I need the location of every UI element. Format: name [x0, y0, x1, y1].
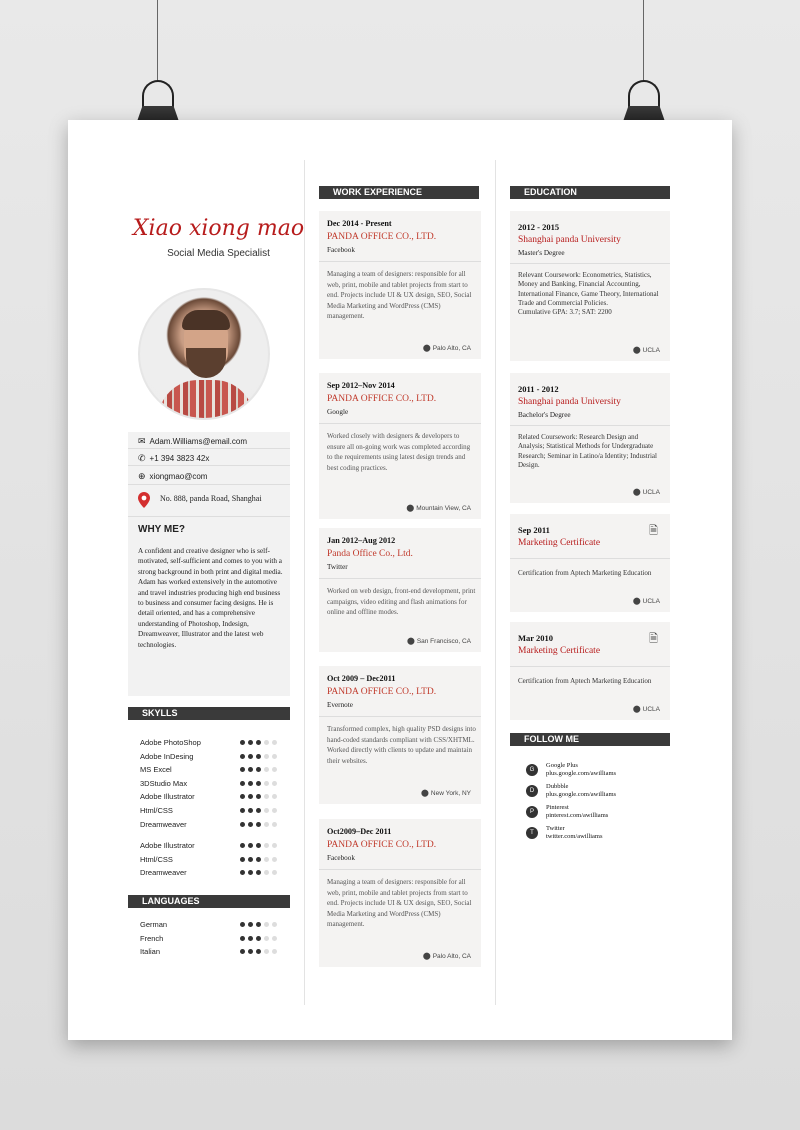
skill-dot [256, 822, 261, 827]
work-divider [319, 578, 481, 579]
skill-dot [240, 767, 245, 772]
skill-dot [240, 781, 245, 786]
skill-dot [272, 949, 277, 954]
map-pin-icon: ⬤ [632, 598, 641, 605]
education-location [633, 346, 660, 354]
education-school: Shanghai panda University [518, 397, 621, 407]
dubbble-icon: D [526, 785, 538, 797]
work-company: PANDA OFFICE CO., LTD. [327, 394, 437, 404]
work-date: Oct 2009 – Dec2011 [327, 674, 396, 683]
education-description: Certification from Aptech Marketing Education [518, 677, 652, 685]
certificate-icon: 🗎 [649, 633, 658, 645]
resume-page [68, 120, 732, 1040]
skill-dot [264, 857, 269, 862]
education-date: Sep 2011 [518, 525, 550, 535]
follow-name: Dubbble [546, 783, 569, 790]
work-card [319, 666, 481, 804]
education-degree: Bachelor's Degree [518, 411, 571, 419]
contact-web[interactable]: ⊕ xiongmao@com [138, 471, 208, 481]
education-description: Certification from Aptech Marketing Education [518, 569, 652, 577]
skill-dot [272, 870, 277, 875]
skill-dot [272, 922, 277, 927]
work-company: PANDA OFFICE CO., LTD. [327, 840, 437, 850]
skill-dot [248, 740, 253, 745]
skill-level-dots [240, 781, 277, 786]
skill-dot [240, 794, 245, 799]
skill-dot [272, 843, 277, 848]
language-name: French [140, 933, 164, 943]
work-client: Google [327, 408, 349, 416]
skill-level-dots [240, 857, 277, 862]
skill-dot [248, 794, 253, 799]
skill-level-dots [240, 936, 277, 941]
skill-name: Html/CSS [140, 854, 173, 864]
work-company: Panda Office Co., Ltd. [327, 549, 413, 559]
skill-dot [256, 857, 261, 862]
skill-dot [248, 843, 253, 848]
work-location [421, 789, 471, 797]
google-plus-icon: G [526, 764, 538, 776]
contact-panel [128, 432, 290, 696]
twitter-icon: T [526, 827, 538, 839]
skill-dot [272, 754, 277, 759]
work-client: Evernote [327, 701, 353, 709]
skill-dot [264, 822, 269, 827]
skill-dot [248, 754, 253, 759]
skill-dot [272, 794, 277, 799]
skill-dot [256, 767, 261, 772]
education-location [633, 705, 660, 713]
follow-item-dubbble[interactable] [526, 783, 616, 799]
skill-name: Dreamweaver [140, 868, 187, 878]
work-date: Dec 2014 - Present [327, 219, 392, 228]
map-pin-icon: ⬤ [421, 790, 429, 797]
map-pin-icon: ⬤ [422, 345, 431, 352]
education-school: Shanghai panda University [518, 235, 621, 245]
work-card [319, 211, 481, 359]
work-location-text: Mountain View, CA [416, 505, 471, 512]
phone-icon: ✆ [138, 453, 146, 463]
education-date: Mar 2010 [518, 633, 554, 643]
follow-me-header: FOLLOW ME [510, 733, 670, 746]
follow-url[interactable]: plus.google.com/awilliams [546, 770, 617, 777]
work-divider [319, 423, 481, 424]
candidate-title: Social Media Specialist [167, 248, 270, 259]
follow-url[interactable]: twitter.com/awilliams [546, 833, 603, 840]
work-description: Worked closely with designers & developers to ensure all on-going work was completed according to the requirements using latest design trends and best coding practices. [327, 432, 471, 472]
work-description: Transformed complex, high quality PSD designs into hand-coded standards compliant with CSS/XHTML. Worked directly with clients to update and maintain their websites. [327, 725, 476, 765]
skill-level-dots [240, 754, 277, 759]
follow-item-pinterest[interactable] [526, 804, 608, 820]
work-company: PANDA OFFICE CO., LTD. [327, 687, 437, 697]
skill-dot [256, 781, 261, 786]
work-description: Managing a team of designers: responsible for all web, print, mobile and tablet projects from start to end. Projects include UI & UX design, SEO, Social Media Marketing and WordPress (CMS) management. [327, 270, 472, 320]
skill-level-dots [240, 808, 277, 813]
why-me-text: A confident and creative designer who is self-motivated, self-sufficient and comes to you with a strong background in both print and digital media. Adam has worked extensively in the automotive and travel industries producing high end business to business and consumer facing designs. He is detail oriented, and has a comprehensive understanding of Photoshop, Indesign, Dreamweaver, Illustrator and the latest web technologies. [138, 547, 283, 649]
skill-dot [248, 822, 253, 827]
education-card [510, 514, 670, 612]
globe-icon: ⊕ [138, 471, 146, 481]
work-card [319, 373, 481, 519]
skill-dot [272, 767, 277, 772]
work-date: Oct2009–Dec 2011 [327, 827, 392, 836]
skill-dot [240, 870, 245, 875]
education-date: 2011 - 2012 [518, 384, 559, 394]
skill-level-dots [240, 922, 277, 927]
skill-dot [248, 922, 253, 927]
skill-dot [272, 822, 277, 827]
skill-level-dots [240, 870, 277, 875]
map-pin-icon: ⬤ [632, 347, 641, 354]
skill-dot [240, 754, 245, 759]
education-card [510, 622, 670, 720]
skill-dot [272, 857, 277, 862]
skill-dot [264, 870, 269, 875]
follow-text [546, 804, 608, 820]
pinterest-icon: P [526, 806, 538, 818]
skill-dot [256, 936, 261, 941]
work-location-text: San Francisco, CA [416, 638, 471, 645]
education-header: EDUCATION [510, 186, 670, 199]
skill-dot [240, 936, 245, 941]
work-divider [319, 869, 481, 870]
education-school: Marketing Certificate [518, 646, 601, 656]
certificate-icon: 🗎 [649, 525, 658, 537]
language-name: Italian [140, 947, 161, 957]
skill-dot [264, 767, 269, 772]
education-location-text: UCLA [642, 598, 660, 605]
skill-dot [240, 922, 245, 927]
profile-photo [138, 288, 270, 420]
work-location [406, 504, 471, 512]
work-client: Twitter [327, 563, 348, 571]
follow-name: Pinterest [546, 804, 569, 811]
education-divider [510, 425, 670, 426]
work-divider [319, 261, 481, 262]
location-pin-icon [138, 492, 150, 508]
skill-dot [264, 808, 269, 813]
skill-level-dots [240, 767, 277, 772]
skill-dot [248, 949, 253, 954]
contact-phone[interactable]: ✆ +1 394 3823 42x [138, 453, 210, 463]
column-divider [304, 160, 305, 1005]
follow-name: Google Plus [546, 762, 578, 769]
skill-dot [256, 808, 261, 813]
skill-dot [272, 740, 277, 745]
skill-name: Html/CSS [140, 806, 173, 815]
education-location-text: UCLA [642, 347, 660, 354]
follow-item-twitter[interactable] [526, 825, 603, 841]
skill-dot [256, 870, 261, 875]
skill-dot [256, 740, 261, 745]
skill-dot [272, 808, 277, 813]
skill-dot [248, 781, 253, 786]
work-client: Facebook [327, 854, 355, 862]
map-pin-icon: ⬤ [422, 953, 431, 960]
education-card [510, 211, 670, 361]
skill-dot [248, 808, 253, 813]
skill-dot [256, 754, 261, 759]
skill-dot [240, 857, 245, 862]
work-divider [319, 716, 481, 717]
skill-dot [248, 857, 253, 862]
work-description: Managing a team of designers: responsible for all web, print, mobile and tablet projects from start to end. Projects include UI & UX design, SEO, Social Media Marketing and WordPress (CMS) management. [327, 878, 472, 928]
skill-dot [264, 843, 269, 848]
skill-name: Adobe InDesing [140, 751, 194, 761]
follow-text [546, 783, 616, 799]
skill-dot [264, 754, 269, 759]
skill-name: 3DStudio Max [140, 778, 188, 788]
skill-level-dots [240, 794, 277, 799]
skill-dot [256, 922, 261, 927]
work-card [319, 819, 481, 967]
skill-dot [264, 794, 269, 799]
education-description: Relevant Coursework: Econometrics, Statistics, Money and Banking, Financial Accounting, International Finance, Game Theory, International Trade and Commercial Policies. Cumulative GPA: 3.7; SAT: 2200 [518, 271, 659, 317]
follow-url[interactable]: pinterest.com/awilliams [546, 812, 609, 819]
skill-name: MS Excel [140, 765, 172, 775]
work-location-text: Palo Alto, CA [432, 345, 471, 352]
skill-dot [264, 949, 269, 954]
skill-level-dots [240, 843, 277, 848]
skill-dot [264, 922, 269, 927]
skill-dot [240, 740, 245, 745]
work-location [423, 952, 471, 960]
skill-level-dots [240, 822, 277, 827]
skill-dot [264, 936, 269, 941]
skill-dot [240, 843, 245, 848]
education-card [510, 373, 670, 503]
map-pin-icon: ⬤ [406, 638, 415, 645]
education-location-text: UCLA [642, 706, 660, 713]
column-divider [495, 160, 496, 1005]
education-divider [510, 666, 670, 667]
skill-dot [272, 781, 277, 786]
work-date: Sep 2012–Nov 2014 [327, 381, 395, 390]
education-location [633, 597, 660, 605]
skill-dot [248, 767, 253, 772]
skill-dot [256, 843, 261, 848]
education-description: Related Coursework: Research Design and Analysis; Statistical Methods for Undergraduate Research; Seminar in Latino/a Identity; Industrial Design. [518, 433, 657, 469]
candidate-name: Xiao xiong mao [132, 216, 305, 241]
work-card [319, 528, 481, 652]
skill-name: Dreamweaver [140, 819, 187, 829]
work-location-text: Palo Alto, CA [432, 953, 471, 960]
follow-url[interactable]: plus.google.com/awilliams [546, 791, 617, 798]
follow-item-google-plus[interactable] [526, 762, 616, 778]
skill-level-dots [240, 740, 277, 745]
skill-dot [248, 936, 253, 941]
skill-dot [264, 781, 269, 786]
work-experience-header: WORK EXPERIENCE [319, 186, 479, 199]
skill-name: Adobe Illustrator [140, 792, 195, 802]
education-divider [510, 558, 670, 559]
why-me-heading: WHY ME? [138, 524, 186, 535]
education-degree: Master's Degree [518, 249, 565, 257]
skills-header: SKYLLS [128, 707, 290, 720]
skill-name: Adobe Illustrator [140, 841, 195, 850]
map-pin-icon: ⬤ [632, 706, 641, 713]
work-location [423, 344, 471, 352]
follow-text [546, 825, 603, 841]
work-client: Facebook [327, 246, 355, 254]
language-name: German [140, 920, 168, 929]
work-location-text: New York, NY [430, 790, 471, 797]
languages-header: LANGUAGES [128, 895, 290, 908]
work-company: PANDA OFFICE CO., LTD. [327, 232, 437, 242]
work-description: Worked on web design, front-end development, print campaigns, video editing and flash animations for online and offline modes. [327, 587, 476, 616]
contact-email[interactable]: ✉ Adam.Williams@email.com [138, 436, 248, 446]
map-pin-icon: ⬤ [406, 505, 415, 512]
skill-dot [264, 740, 269, 745]
skill-dot [248, 870, 253, 875]
education-divider [510, 263, 670, 264]
follow-text [546, 762, 616, 778]
envelope-icon: ✉ [138, 436, 146, 446]
skill-dot [256, 794, 261, 799]
education-location [633, 488, 660, 496]
education-date: 2012 - 2015 [518, 222, 560, 232]
skill-name: Adobe PhotoShop [140, 738, 201, 747]
map-pin-icon: ⬤ [632, 489, 641, 496]
education-location-text: UCLA [642, 489, 660, 496]
education-school: Marketing Certificate [518, 538, 601, 548]
skill-level-dots [240, 949, 277, 954]
skill-dot [272, 936, 277, 941]
skill-dot [240, 808, 245, 813]
contact-address: No. 888, panda Road, Shanghai [160, 494, 262, 503]
skill-dot [256, 949, 261, 954]
skill-dot [240, 949, 245, 954]
work-date: Jan 2012–Aug 2012 [327, 536, 396, 545]
work-location [407, 637, 471, 645]
skill-dot [240, 822, 245, 827]
follow-name: Twitter [546, 825, 565, 832]
